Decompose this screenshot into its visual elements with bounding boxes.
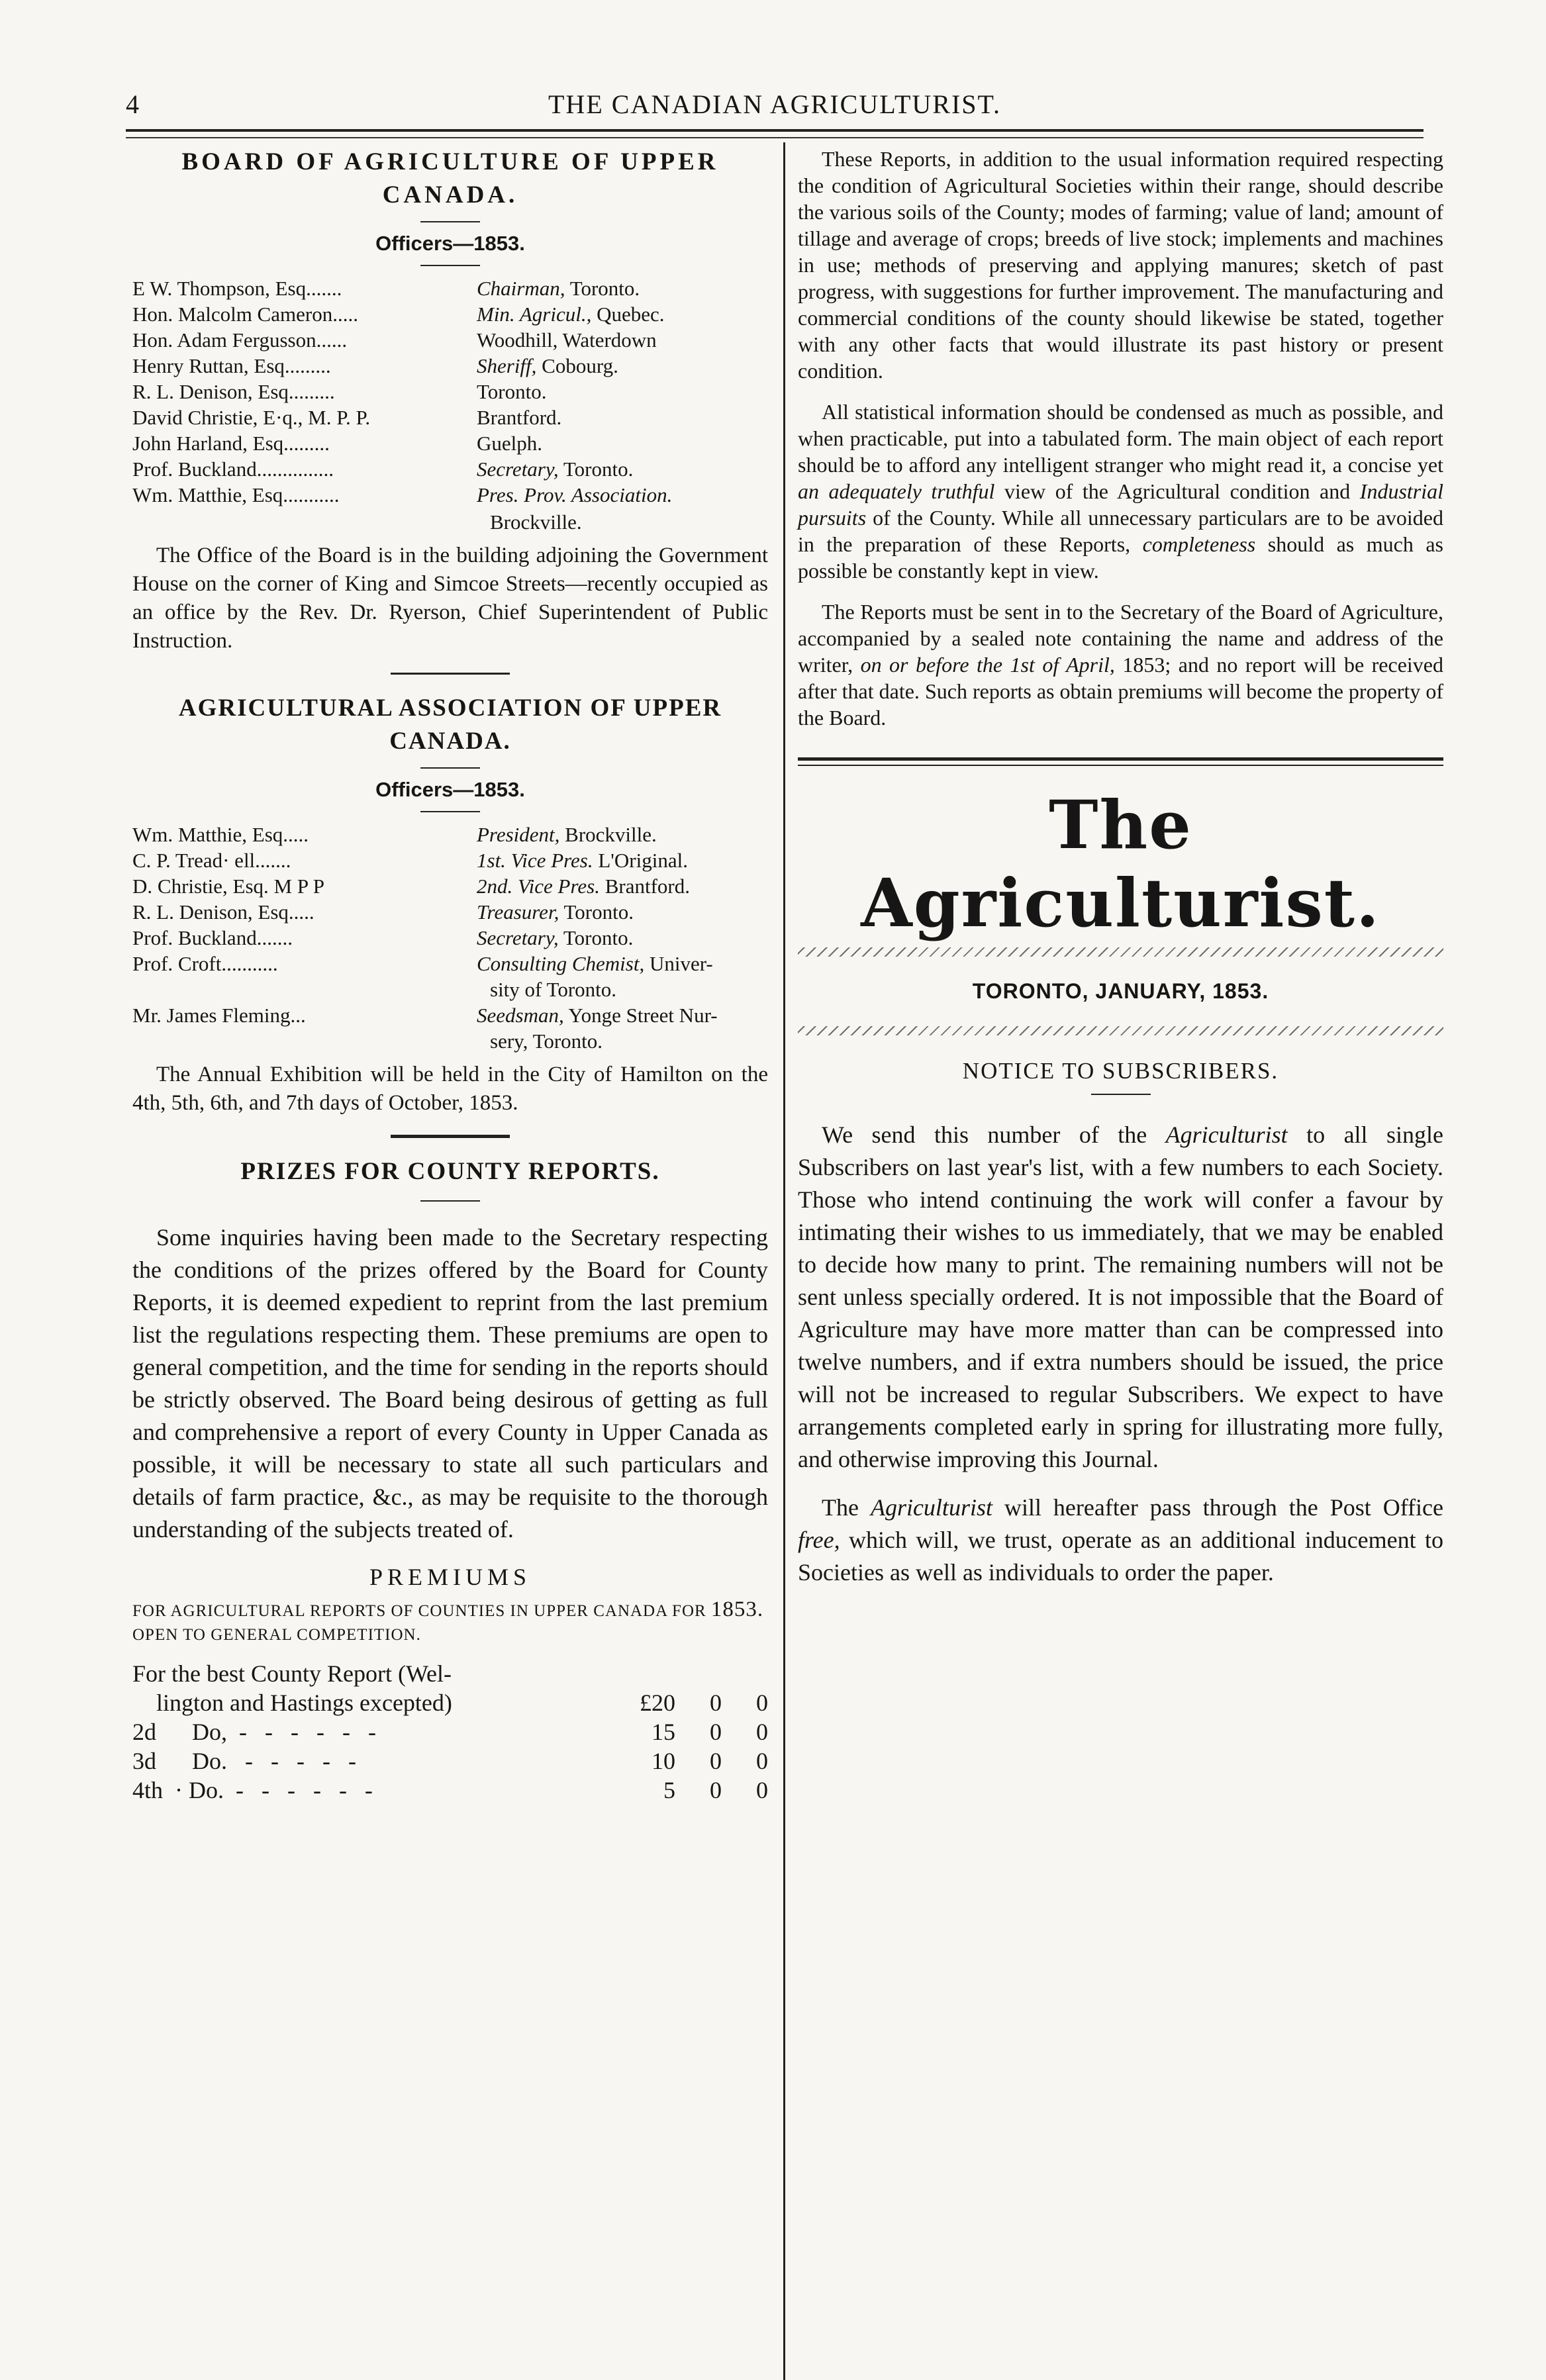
officer-detail (477, 353, 618, 379)
officer-name: Wm. Matthie, Esq..... (132, 823, 309, 846)
prize-label: For the best County Report (Wel- (132, 1660, 452, 1687)
right-column (798, 146, 1443, 1589)
board-officers-cont: Brockville. (490, 510, 582, 534)
officer-row (132, 405, 768, 430)
officer-place: Quebec. (591, 303, 665, 326)
board-title (132, 146, 768, 212)
running-head (126, 85, 1424, 131)
officer-place: Brantford. (599, 875, 690, 898)
association-officers-heading: Officers—1853. (375, 778, 525, 801)
officer-role: Seedsman, (477, 1004, 564, 1027)
officer-place: Brockville. (559, 823, 657, 846)
officer-place: Toronto. (477, 380, 547, 403)
p3-b: 1853; and no report will be received after that date. Such reports as obtain premiums will become the property of the Board. (798, 653, 1444, 730)
officer-place: Toronto. (558, 457, 634, 481)
prize-pence: 0 (756, 1748, 768, 1774)
header-rule (126, 129, 1424, 132)
n2-c: which will, we trust, operate as an additional inducement to Societies as well as individuals to order the paper. (798, 1527, 1443, 1586)
short-rule (420, 1200, 480, 1202)
column-divider (783, 142, 785, 2380)
prizes-intro: Some inquiries having been made to the Secretary respecting the conditions of the prizes offered by the Board for County Reports, it is deemed expedient to reprint from the last premium list the regulations respecting them. These premiums are open to general competition, and the time for sending in the reports should be strictly observed. The Board being desirous of getting as full and comprehensive a report of every County in Upper Canada as possible, it will be necessary to state all such particulars and details of farm practice, &c., as may be requisite to the thorough understanding of the subjects treated of. (132, 1224, 768, 1543)
officer-name: R. L. Denison, Esq......... (132, 380, 335, 403)
officer-row (132, 430, 768, 456)
board-title-line1: BOARD OF AGRICULTURE OF UPPER (181, 148, 719, 175)
officer-name: R. L. Denison, Esq..... (132, 900, 314, 924)
officer-name: John Harland, Esq......... (132, 432, 330, 455)
officer-row (132, 327, 768, 353)
prize-shillings (675, 1659, 722, 1688)
officer-role: Min. Agricul., (477, 303, 592, 326)
prize-label: 3d Do. - - - - - (132, 1748, 356, 1774)
officer-role: 2nd. Vice Pres. (477, 875, 600, 898)
dateline: TORONTO, JANUARY, 1853. (972, 979, 1269, 1003)
officer-place: Guelph. (477, 432, 543, 455)
wavy-rule (798, 947, 1443, 957)
officer-row (132, 899, 768, 925)
association-title-line1: AGRICULTURAL ASSOCIATION OF UPPER (178, 694, 722, 722)
p2-em2: Industrial pursuits (798, 479, 1444, 530)
page-number: 4 (126, 89, 140, 119)
officer-row (132, 482, 768, 508)
officer-role: Consulting Chemist, (477, 952, 645, 975)
officer-row (132, 951, 768, 976)
p2-c: of the County. While all unnecessary particulars are to be avoided in the preparation of these Reports, (798, 506, 1443, 556)
p3-a: The Reports must be sent in to the Secretary of the Board of Agriculture, accompanied by a sealed note containing the name and address of the writer, (798, 600, 1443, 677)
p2-em1: an adequately truthful (798, 479, 995, 503)
prize-shillings: 0 (710, 1690, 722, 1716)
officer-detail (477, 327, 657, 353)
short-rule (420, 221, 480, 222)
p2-d: should as much as possible be constantly kept in view. (798, 532, 1443, 583)
officer-place: Toronto. (565, 277, 640, 300)
header-rule-thin (126, 137, 1424, 138)
officer-place: Brantford. (477, 406, 562, 429)
prize-row (132, 1717, 768, 1746)
officer-name: Henry Ruttan, Esq......... (132, 354, 331, 377)
n1-em: Agriculturist (1165, 1121, 1288, 1148)
officer-row (132, 379, 768, 405)
section-rule (391, 673, 510, 675)
prize-pounds: 15 (652, 1719, 675, 1745)
officer-name: Wm. Matthie, Esq........... (132, 483, 340, 506)
officer-place: Toronto. (558, 926, 634, 949)
n1-b: to all single Subscribers on last year's list, with a few numbers to each Society. Those who intend continuing the work will confer a favour by intimating their wishes to us immediately, that we may be enabled to decide how many to print. The remaining numbers will not be sent unless specially ordered. It is not impossible that the Board of Agriculture may have more matter than can be compressed into twelve numbers, and if extra numbers should be issued, the price will not be increased to regular Subscribers. We expect to have arrangements completed early in spring for illustrating more fully, and otherwise improving this Journal. (798, 1121, 1443, 1472)
officer-name: Prof. Buckland....... (132, 926, 293, 949)
officer-row (132, 873, 768, 899)
officer-name: Prof. Croft........... (132, 952, 278, 975)
reports-paragraph-2 (798, 399, 1443, 584)
officer-row (132, 353, 768, 379)
officer-place: Univer- (644, 952, 713, 975)
p2-em3: completeness (1142, 532, 1256, 556)
p2-a: All statistical information should be condensed as much as possible, and when practicable, put into a tabulated form. The main object of each report should be to afford any intelligent stranger who might read it, a concise yet (798, 400, 1443, 477)
n1-a: We send this number of the (822, 1121, 1166, 1148)
prize-pence: 0 (756, 1719, 768, 1745)
officer-name: Prof. Buckland............... (132, 457, 334, 481)
prize-label: 4th · Do. - - - - - - (132, 1777, 373, 1803)
board-officers-heading: Officers—1853. (375, 232, 525, 255)
officer-name: D. Christie, Esq. M P P (132, 875, 324, 898)
section-rule (391, 1135, 510, 1138)
officer-name: Mr. James Fleming... (132, 1004, 306, 1027)
officer-detail (477, 822, 657, 847)
association-officers-list (132, 822, 768, 1054)
prize-pounds: 5 (663, 1777, 675, 1803)
prize-pence: 0 (756, 1690, 768, 1716)
officer-role: Secretary, (477, 457, 559, 481)
officer-role: Treasurer, (477, 900, 559, 924)
board-title-line2: CANADA. (382, 181, 518, 209)
masthead: The Agriculturist. (861, 786, 1380, 942)
prize-shillings: 0 (710, 1719, 722, 1745)
prize-label: lington and Hastings excepted) (132, 1690, 452, 1716)
prize-pounds: £20 (640, 1690, 675, 1716)
officer-name: E W. Thompson, Esq....... (132, 277, 342, 300)
officer-detail (477, 430, 542, 456)
officer-row (132, 925, 768, 951)
association-title (132, 692, 768, 758)
premiums-note-b: OPEN TO GENERAL COMPETITION. (132, 1626, 421, 1644)
exhibition-note: The Annual Exhibition will be held in the City of Hamilton on the 4th, 5th, 6th, and 7th days of October, 1853. (132, 1063, 768, 1115)
short-rule (420, 767, 480, 769)
officer-role: Chairman, (477, 277, 565, 300)
officer-detail (477, 301, 665, 327)
officer-detail (477, 456, 633, 482)
premiums-note-a: FOR AGRICULTURAL REPORTS OF COUNTIES IN UPPER CANADA FOR (132, 1602, 711, 1620)
masthead-rule (798, 757, 1443, 761)
officer-role: Sheriff, (477, 354, 537, 377)
officer-detail (477, 873, 690, 899)
officer-place: Yonge Street Nur- (563, 1004, 718, 1027)
notice-title: NOTICE TO SUBSCRIBERS. (962, 1058, 1279, 1084)
officer-row (132, 275, 768, 301)
left-column (132, 146, 768, 1805)
wavy-rule (798, 1026, 1443, 1035)
officer-row (132, 847, 768, 873)
officer-detail (477, 951, 713, 976)
premiums-note-year: 1853. (710, 1597, 764, 1621)
notice-paragraph-1 (798, 1119, 1443, 1476)
officer-place: Toronto. (559, 900, 634, 924)
prize-pounds (603, 1659, 675, 1688)
officer-row-cont: sity of Toronto. (490, 978, 617, 1001)
prize-pence: 0 (756, 1777, 768, 1803)
n2-em2: free, (798, 1527, 840, 1553)
masthead-rule-thin (798, 765, 1443, 766)
short-rule (420, 265, 480, 266)
prizes-title: PRIZES FOR COUNTY REPORTS. (240, 1158, 660, 1185)
officer-detail (477, 275, 640, 301)
prize-pounds: 10 (652, 1748, 675, 1774)
n2-a: The (822, 1494, 871, 1521)
premiums-heading: PREMIUMS (369, 1564, 532, 1590)
officer-place: Woodhill, Waterdown (477, 328, 657, 352)
reports-paragraph-1: These Reports, in addition to the usual information required respecting the condition of Agricultural Societies within their range, should describe the various soils of the County; modes of farming; value of land; amount of tillage and average of crops; breeds of live stock; implements and machines in use; methods of preserving and applying manures; sketch of past progress, with suggestions for further improvement. The manufacturing and commercial conditions of the county should likewise be stated, together with any other facts that would illustrate its past history or present condition. (798, 147, 1443, 383)
officer-row (132, 822, 768, 847)
officer-detail (477, 925, 633, 951)
prize-row (132, 1776, 768, 1805)
officer-place: Cobourg. (536, 354, 618, 377)
p3-em: on or before the 1st of April, (860, 653, 1115, 677)
prize-shillings: 0 (710, 1777, 722, 1803)
officer-detail (477, 847, 688, 873)
officer-name: David Christie, E·q., M. P. P. (132, 406, 371, 429)
officer-role: Secretary, (477, 926, 559, 949)
association-title-line2: CANADA. (389, 728, 511, 755)
prize-row (132, 1688, 768, 1717)
officer-detail (477, 405, 561, 430)
prize-row (132, 1746, 768, 1776)
premiums-note (132, 1597, 768, 1647)
prize-shillings: 0 (710, 1748, 722, 1774)
officer-detail (477, 1002, 718, 1028)
notice-paragraph-2 (798, 1492, 1443, 1589)
officer-name: C. P. Tread· ell....... (132, 849, 291, 872)
prize-label: 2d Do, - - - - - - (132, 1719, 376, 1745)
p2-b: view of the Agricultural condition and (994, 479, 1360, 503)
prize-table (132, 1659, 768, 1805)
prize-row (132, 1659, 768, 1688)
officer-role: 1st. Vice Pres. (477, 849, 593, 872)
officer-detail (477, 379, 546, 405)
board-officers-list (132, 275, 768, 508)
officer-role: Pres. Prov. Association. (477, 483, 673, 506)
officer-row (132, 456, 768, 482)
officer-row (132, 1002, 768, 1028)
officer-detail (477, 899, 634, 925)
n2-em1: Agriculturist (870, 1494, 992, 1521)
reports-paragraph-3 (798, 598, 1443, 731)
journal-title: THE CANADIAN AGRICULTURIST. (548, 89, 1001, 119)
short-rule (420, 811, 480, 812)
officer-name: Hon. Malcolm Cameron..... (132, 303, 358, 326)
short-rule (1091, 1094, 1151, 1095)
prize-pence (722, 1659, 768, 1688)
n2-b: will hereafter pass through the Post Office (992, 1494, 1444, 1521)
officer-row-cont: sery, Toronto. (490, 1029, 603, 1053)
officer-name: Hon. Adam Fergusson...... (132, 328, 348, 352)
officer-row (132, 301, 768, 327)
officer-place: L'Original. (593, 849, 688, 872)
officer-detail (477, 482, 672, 508)
board-office-note: The Office of the Board is in the building adjoining the Government House on the corner of King and Simcoe Streets—recently occupied as an office by the Rev. Dr. Ryerson, Chief Superintendent of Public Instruction. (132, 544, 768, 653)
officer-role: President, (477, 823, 560, 846)
